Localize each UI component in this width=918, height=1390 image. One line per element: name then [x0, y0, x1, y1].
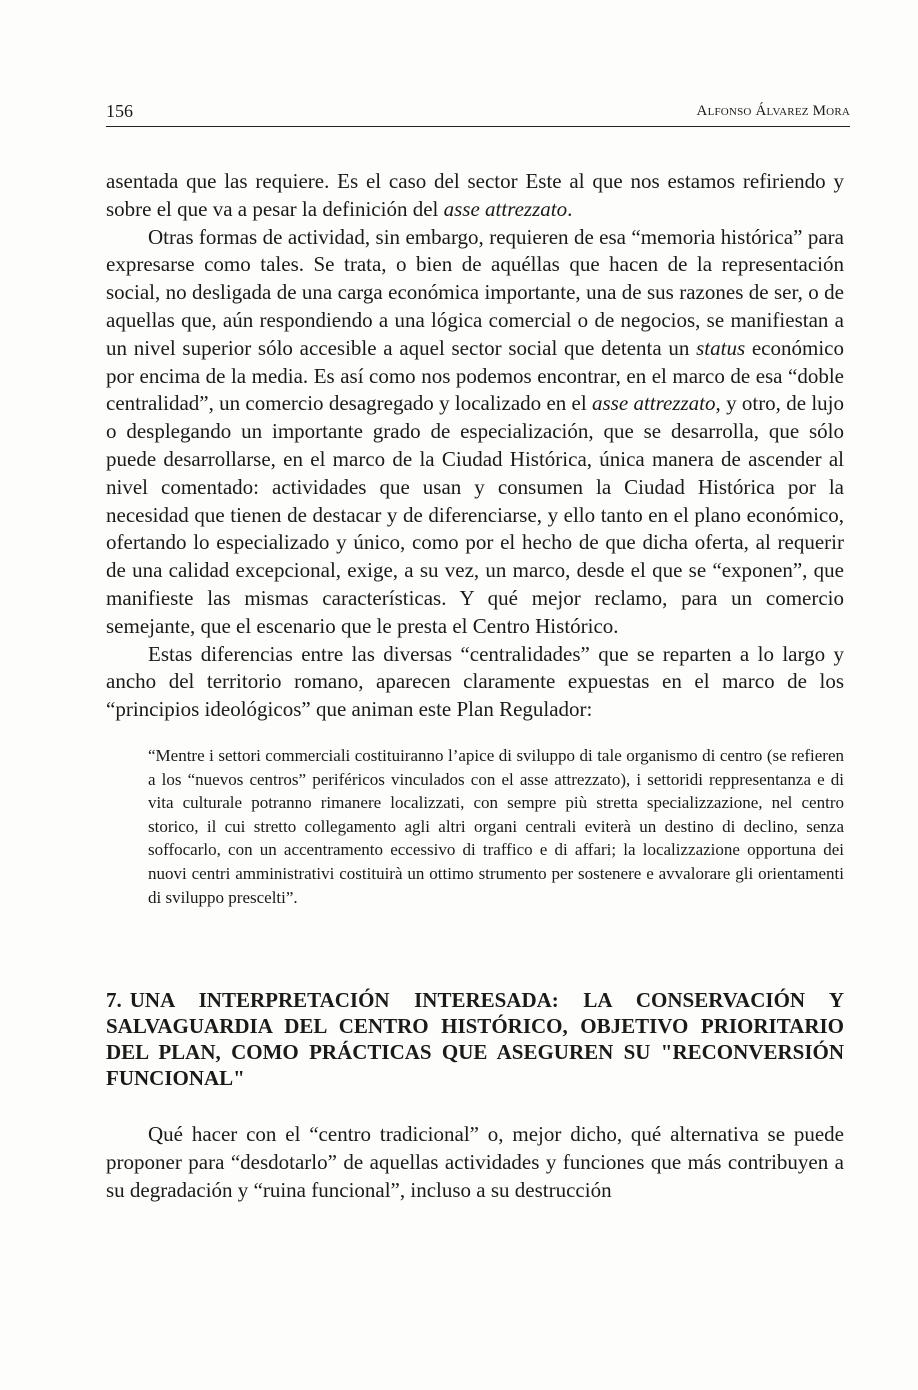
paragraph-1: [106, 168, 844, 224]
paragraph-2-text-a: Otras formas de actividad, sin embargo, requieren de esa “memoria histórica” para expresarse como tales. Se trata, o bien de aquéllas que hacen de la representación social, no desligada de una carga económica importante, una de sus razones de ser, o de aquellas que, aún respondiendo a una lógica comercial o de negocios, se manifiestan a un nivel superior sólo accesible a aquel sector social que detenta un: [106, 224, 844, 360]
body-text: [106, 168, 844, 1204]
paragraph-4: Qué hacer con el “centro tradicional” o, mejor dicho, qué alternativa se puede proponer para “desdotarlo” de aquellas actividades y funciones que más contribuyen a su degradación y “ruina funcional”, incluso a su destrucción: [106, 1122, 844, 1202]
block-quote: “Mentre i settori commerciali costituiranno l’apice di sviluppo di tale organismo di centro (se refieren a los “nuevos centros” periféricos vinculados con el asse attrezzato), i settoridi reppresentanza e di vita culturale potranno rimanere localizzati, con sempre più stretta specializzazione, nel centro storico, il cui stretto collegamento agli altri organi centrali eviterà un destino di declino, senza soffocarlo, con un accentramento eccessivo di traffico e di affari; la localizzazione opportuna dei nuovi centri amministrativi costituirà un ottimo strumento per sostenere e avvalorare gli orientamenti di sviluppo prescelti”.: [148, 745, 844, 907]
paragraph-3: Estas diferencias entre las diversas “centralidades” que se reparten a lo largo y ancho del territorio romano, aparecen claramente expuestas en el marco de los “principios ideológicos” que animan este Plan Regulador:: [106, 641, 844, 722]
paragraph-2-text-e: , y otro, de lujo o desplegando un importante grado de especialización, que se desarrolla, que sólo puede desarrollarse, en el marco de la Ciudad Histórica, única manera de ascender al nivel comentado: actividades que usan y consumen la Ciudad Histórica por la necesidad que tienen de destacar y de diferenciarse, y ello tanto en el plano económico, ofertando lo especializado y único, como por el hecho de que dicha oferta, al requerir de una calidad excepcional, exige, a su vez, un marco, desde el que se “exponen”, que manifieste las mismas características. Y qué mejor reclamo, para un comercio semejante, que el escenario que le presta el Centro Histórico.: [106, 391, 845, 638]
running-head: Alfonso Álvarez Mora: [696, 103, 850, 119]
paragraph-2-italic-status: status: [696, 335, 746, 360]
section-heading: [106, 987, 844, 1091]
paragraph-1-text-a: asentada que las requiere. Es el caso del sector Este al que nos estamos refiriendo y sobre el que va a pesar la definición del: [106, 169, 844, 221]
paragraph-2-text-c: económico por encima de la media. Es así como nos podemos encontrar, en el marco de esa “doble centralidad”, un comercio desagregado y localizado en el: [106, 335, 844, 416]
paragraph-1-text-c: .: [567, 196, 573, 221]
section-title: UNA INTERPRETACIÓN INTERESADA: LA CONSERVACIÓN Y SALVAGUARDIA DEL CENTRO HISTÓRICO, OBJETIVO PRIORITARIO DEL PLAN, COMO PRÁCTICAS QUE ASEGUREN SU "RECONVERSIÓN FUNCIONAL": [106, 988, 844, 1091]
paragraph-2: [106, 224, 844, 641]
page-header: [106, 100, 850, 127]
paragraph-1-italic: asse attrezzato: [443, 196, 568, 221]
paragraph-2-italic-asse: asse attrezzato: [592, 391, 716, 416]
page-number: 156: [106, 101, 133, 121]
section-number: 7.: [106, 988, 122, 1013]
